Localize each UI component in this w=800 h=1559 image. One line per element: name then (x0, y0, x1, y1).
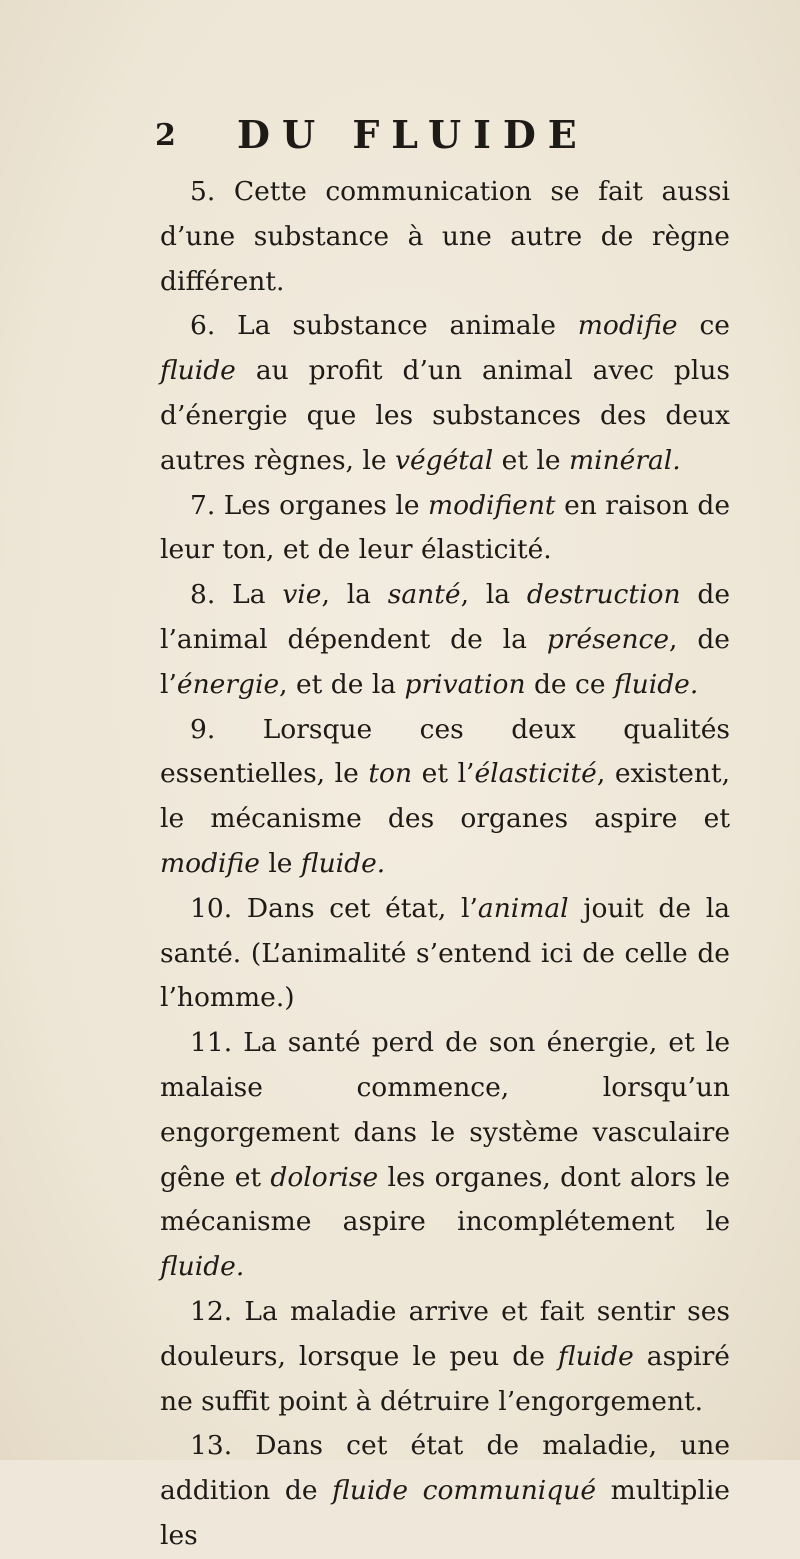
body-text (160, 170, 730, 1559)
paragraph-p7 (160, 484, 730, 574)
emphasis-text: énergie (176, 668, 280, 700)
paragraph-text: , la (321, 579, 388, 611)
paragraph-text: 10. Dans cet état, l’ (190, 892, 478, 924)
paragraph-text: et l’ (412, 758, 475, 790)
paragraph-text: multiplie les (160, 1475, 730, 1551)
paragraph-text: aspiré ne suffit point à détruire l’engorgement. (160, 1340, 730, 1417)
emphasis-text: fluide (557, 1340, 634, 1372)
paragraph-text: de ce (525, 668, 614, 700)
emphasis-text: santé (387, 579, 461, 611)
emphasis-text: modifie (160, 847, 260, 879)
emphasis-text: destruction (526, 579, 681, 611)
running-title: DU FLUIDE (237, 112, 589, 157)
emphasis-text: modifie (577, 310, 678, 342)
paragraph-text: , la (460, 579, 527, 611)
paragraph-text: ce (677, 310, 730, 342)
paragraph-p6 (160, 304, 730, 483)
paragraph-text: jouit de la santé. (L’animalité s’entend ici de celle de l’homme.) (160, 892, 730, 1014)
paragraph-p11 (160, 1021, 730, 1290)
emphasis-text: fluide communiqué (332, 1475, 596, 1507)
emphasis-text: végétal (394, 444, 494, 476)
paragraph-text: et le (493, 444, 569, 476)
paragraph-text: 12. La maladie arrive et fait sentir ses douleurs, lorsque le peu de (160, 1295, 730, 1372)
paragraph-text: 13. Dans cet état de maladie, une addition de (160, 1430, 730, 1507)
emphasis-text: fluide. (614, 668, 699, 700)
paragraph-text: 11. La santé perd de son énergie, et le malaise commence, lorsqu’un engorgement dans le système vasculaire gêne et (160, 1027, 730, 1193)
paragraph-p8 (160, 573, 730, 707)
paragraph-text: , existent, le mécanisme des organes aspire et (160, 758, 730, 835)
paragraph-p10 (160, 887, 730, 1021)
paragraph-text: en raison de leur ton, et de leur élasticité. (160, 489, 730, 566)
paragraph-text: 8. La (190, 579, 283, 611)
paragraph-text: les organes, dont alors le mécanisme aspire incomplétement le (160, 1161, 731, 1238)
emphasis-text: fluide. (160, 1251, 245, 1283)
paragraph-p9 (160, 708, 730, 887)
emphasis-text: élasticité (474, 758, 597, 790)
emphasis-text: minéral. (568, 444, 681, 476)
emphasis-text: privation (404, 668, 526, 700)
emphasis-text: présence (546, 623, 670, 655)
paragraph-text: le (259, 847, 301, 879)
emphasis-text: animal (477, 892, 569, 924)
emphasis-text: fluide. (300, 847, 386, 879)
paragraph-text: , de l’ (160, 623, 730, 700)
emphasis-text: ton (368, 758, 413, 790)
emphasis-text: dolorise (270, 1161, 379, 1193)
paragraph-text: 9. Lorsque ces deux qualités essentielles, le (160, 713, 730, 790)
paragraph-text: au profit d’un animal avec plus d’énergie que les substances des deux autres règnes, le (160, 355, 730, 476)
emphasis-text: fluide (160, 355, 236, 387)
paragraph-text: , et de la (279, 668, 405, 700)
paragraph-text: 5. Cette communication se fait aussi d’une substance à une autre de règne différent. (160, 176, 730, 297)
paragraph-text: 7. Les organes le (190, 489, 428, 521)
page-number: 2 (155, 118, 176, 153)
emphasis-text: modifient (427, 489, 556, 521)
paragraph-p5 (160, 170, 730, 304)
paragraph-p12 (160, 1290, 730, 1424)
paragraph-text: 6. La substance animale (190, 310, 578, 342)
page-header (155, 112, 675, 162)
paragraph-p13 (160, 1424, 730, 1558)
paragraph-text: de l’animal dépendent de la (160, 579, 731, 655)
emphasis-text: vie (282, 579, 322, 611)
